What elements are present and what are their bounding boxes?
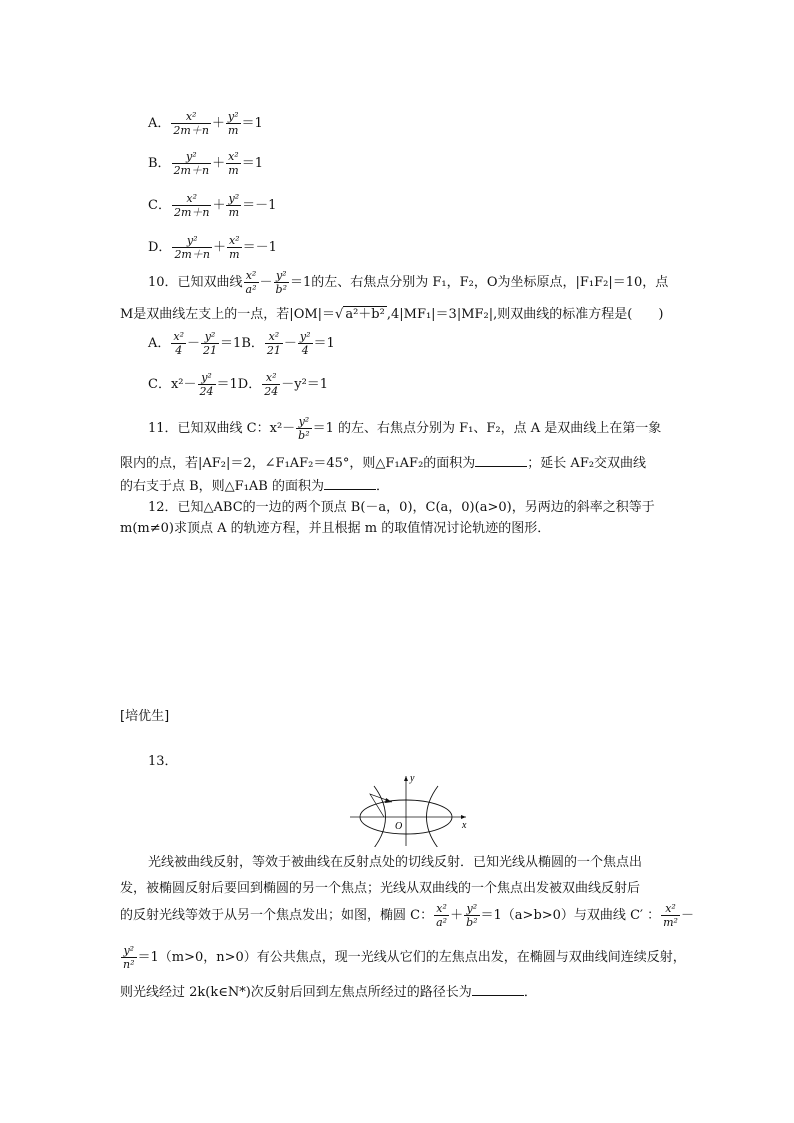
fraction: $\frac{\text{x²}}{m}$ xyxy=(228,234,240,261)
q11-line2: 限内的点，若|AF₂|＝2，∠F₁AF₂＝45°，则△F₁AF₂的面积为 ；延长 AF₂交双曲线 xyxy=(120,456,647,471)
fraction: $\frac{\text{x²}}{\text{a²}}$ xyxy=(245,269,257,296)
hyperbola-right-branch xyxy=(427,786,439,847)
q12-line1: 12．已知△ABC的一边的两个顶点 B(－a，0)，C(a，0)(a>0)，另两边的斜率之积等于 xyxy=(148,500,655,515)
section-heading: [培优生] xyxy=(120,709,170,724)
q12-line2: m(m≠0)求顶点 A 的轨迹方程，并且根据 m 的取值情况讨论轨迹的图形． xyxy=(120,521,551,536)
fraction: $\frac{\text{y²}}{\text{b²}}$ xyxy=(275,269,287,296)
fraction: $\frac{\text{y²}}{m}$ xyxy=(228,192,240,219)
q13-line4: $\frac{\text{y²}}{\text{n²}}$ ＝1（m>0，n>0）有公共焦点，现一光线从它们的左焦点出发，在椭圆与双曲线间连续反射， xyxy=(123,944,686,971)
q13-line1: 光线被曲线反射，等效于被曲线在反射点处的切线反射．已知光线从椭圆的一个焦点出 xyxy=(148,855,643,870)
q13-line5: 则光线经过 2k(k∈N*)次反射后回到左焦点所经过的路径长为 ． xyxy=(120,985,537,1000)
ellipse-hyperbola-figure xyxy=(348,772,478,847)
y-arrow xyxy=(404,776,408,781)
answer-blank xyxy=(472,984,524,996)
q10-line2: M是双曲线左支上的一点，若|OM|＝√ a²＋b² ,4|MF₁|＝3|MF₂|,则双曲线的标准方程是( ) xyxy=(120,307,664,322)
answer-blank xyxy=(324,478,376,490)
fraction: $\frac{\text{y²}}{2m+n}$ xyxy=(174,234,210,261)
q13-number: 13． xyxy=(148,754,178,769)
q11-line1: 11．已知双曲线 C：x²－ $\frac{\text{y²}}{\text{b²}}$ ＝1 的左、右焦点分别为 F₁、F₂，点 A 是双曲线上在第一象 xyxy=(148,415,662,442)
y-label: y xyxy=(410,773,415,784)
q9-option: B． $\frac{\text{y²}}{2m+n}$ ＋ $\frac{\text{x²}}{m}$ ＝1 xyxy=(148,150,263,177)
q13-line2: 发，被椭圆反射后要回到椭圆的另一个焦点；光线从双曲线的一个焦点出发被双曲线反射后 xyxy=(120,881,641,896)
x-arrow xyxy=(461,815,466,819)
q11-line3: 的右支于点 B，则△F₁AB 的面积为 ． xyxy=(120,479,390,494)
q10-line1: 10．已知双曲线 $\frac{\text{x²}}{\text{a²}}$ － $\frac{\text{y²}}{\text{b²}}$ ＝1的左、右焦点分别为 F₁，F₂，O为坐标原点，|F₁F₂|＝10，点 xyxy=(148,269,669,296)
fraction: $\frac{\text{x²}}{2m+n}$ xyxy=(173,192,210,219)
x-label: x xyxy=(462,820,467,831)
q10-options-cd: C．x²－ $\frac{\text{y²}}{24}$ ＝1D． $\frac{\text{x²}}{24}$ －y²＝1 xyxy=(148,371,329,398)
q9-option: A． $\frac{\text{x²}}{2m+n}$ ＋ $\frac{\text{y²}}{m}$ ＝1 xyxy=(148,110,263,137)
q10-options-ab: A． $\frac{\text{x²}}{4}$ － $\frac{\text{y²}}{21}$ ＝1B． $\frac{\text{x²}}{21}$ － $\frac{\text{y²}}{4}$ ＝1 xyxy=(148,330,335,357)
q9-option: D． $\frac{\text{y²}}{2m+n}$ ＋ $\frac{\text{x²}}{m}$ ＝－1 xyxy=(148,234,277,261)
q9-option: C． $\frac{\text{x²}}{2m+n}$ ＋ $\frac{\text{y²}}{m}$ ＝－1 xyxy=(148,192,277,219)
fraction: $\frac{\text{y²}}{2m+n}$ xyxy=(173,150,210,177)
q13-line3: 的反射光线等效于从另一个焦点发出；如图，椭圆 C： $\frac{\text{x²}}{\text{a²}}$ ＋ $\frac{\text{y²}}{\text{b²}}$ ＝1（a>b>0）与双曲线 C′ ： $\frac{\text{x²}}{\text{m²}}$ － xyxy=(120,902,694,929)
fraction: $\frac{\text{x²}}{2m+n}$ xyxy=(173,110,209,137)
fraction: $\frac{\text{x²}}{m}$ xyxy=(228,150,239,177)
origin-label: O xyxy=(395,821,403,832)
answer-blank xyxy=(475,455,527,467)
fraction: $\frac{\text{y²}}{m}$ xyxy=(227,110,239,137)
